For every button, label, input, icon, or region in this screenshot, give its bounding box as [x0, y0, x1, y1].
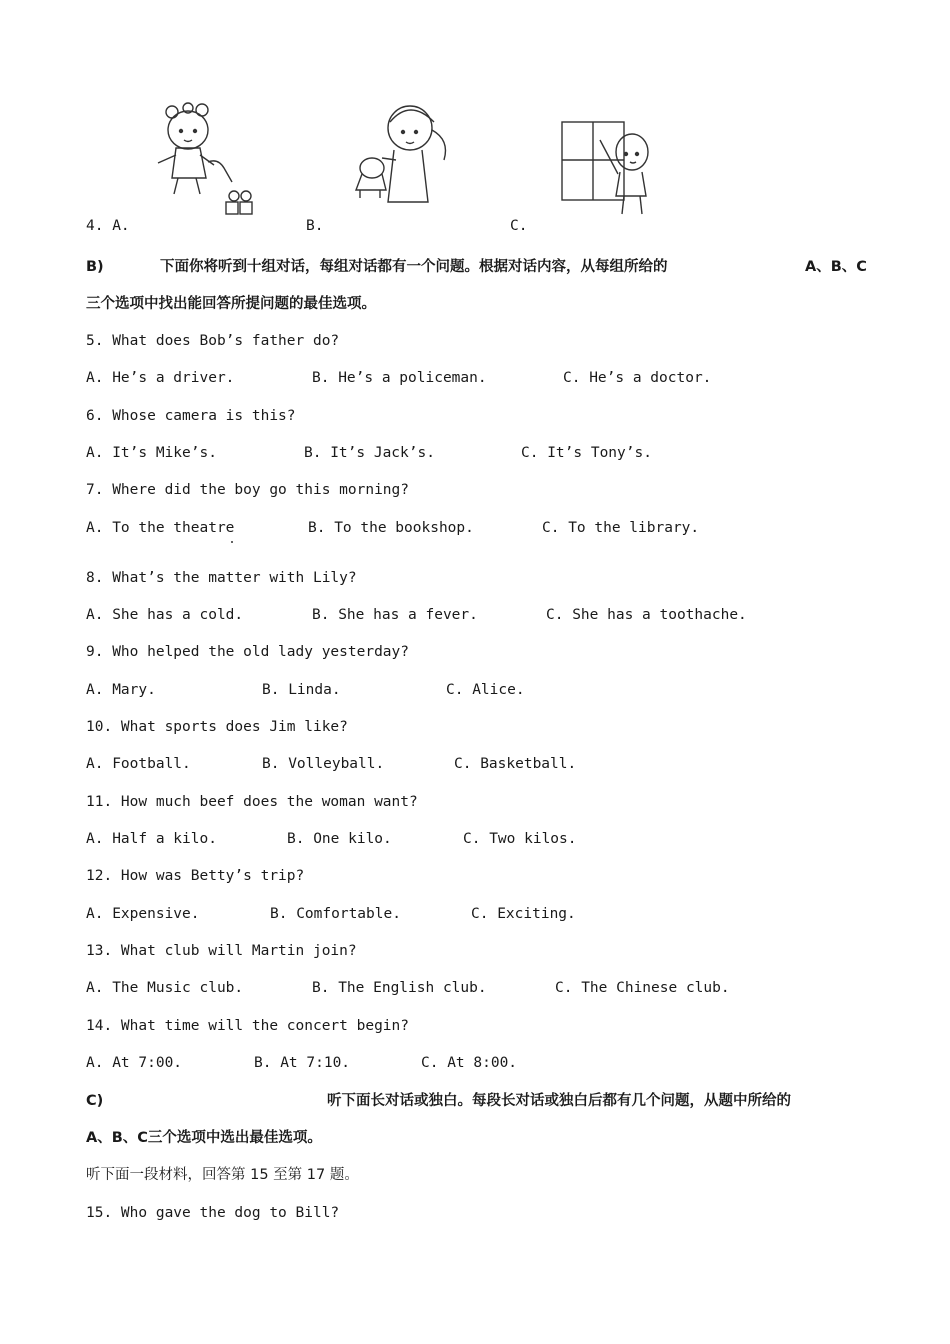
question-9-option-b: B. Linda.: [262, 682, 341, 698]
question-4-label: 4. A.: [86, 218, 130, 234]
question-5-option-b: B. He’s a policeman.: [312, 370, 487, 386]
girl-feeding-dog-picture: [350, 100, 460, 210]
section-b-instruction-2: 三个选项中找出能回答所提问题的最佳选项。: [86, 296, 376, 312]
question-10: 10. What sports does Jim like?: [86, 719, 348, 735]
question-7: 7. Where did the boy go this morning?: [86, 482, 410, 498]
question-6-option-b: B. It’s Jack’s.: [304, 445, 435, 461]
question-8-option-b: B. She has a fever.: [312, 607, 478, 623]
section-c-label: C): [86, 1093, 104, 1109]
section-b-label: B): [86, 259, 104, 275]
question-9-option-c: C. Alice.: [446, 682, 525, 698]
section-c-material: 听下面一段材料，回答第 15 至第 17 题。: [86, 1167, 359, 1183]
question-7-option-b: B. To the bookshop.: [308, 520, 474, 536]
girl-watering-flowers-picture: [150, 100, 260, 218]
question-11-option-b: B. One kilo.: [287, 831, 392, 847]
question-11: 11. How much beef does the woman want?: [86, 794, 418, 810]
question-10-option-b: B. Volleyball.: [262, 756, 385, 772]
section-c-instruction-2: A、B、C三个选项中选出最佳选项。: [86, 1130, 322, 1146]
question-12: 12. How was Betty’s trip?: [86, 868, 305, 884]
question-10-option-c: C. Basketball.: [454, 756, 577, 772]
question-8-option-c: C. She has a toothache.: [546, 607, 747, 623]
question-12-option-c: C. Exciting.: [471, 906, 576, 922]
question-14-option-a: A. At 7:00.: [86, 1055, 183, 1071]
question-9: 9. Who helped the old lady yesterday?: [86, 644, 410, 660]
question-5-option-a: A. He’s a driver.: [86, 370, 235, 386]
question-4-option-c: C.: [510, 218, 528, 234]
question-14: 14. What time will the concert begin?: [86, 1018, 410, 1034]
question-13-option-b: B. The English club.: [312, 980, 487, 996]
question-6: 6. Whose camera is this?: [86, 408, 296, 424]
question-6-option-a: A. It’s Mike’s.: [86, 445, 217, 461]
question-6-option-c: C. It’s Tony’s.: [521, 445, 652, 461]
question-8-option-a: A. She has a cold.: [86, 607, 244, 623]
question-7-option-a: A. To the theatre: [86, 520, 235, 536]
question-11-option-c: C. Two kilos.: [463, 831, 577, 847]
question-14-option-c: C. At 8:00.: [421, 1055, 518, 1071]
question-5-option-c: C. He’s a doctor.: [563, 370, 712, 386]
question-11-option-a: A. Half a kilo.: [86, 831, 217, 847]
section-b-instruction: 下面你将听到十组对话，每组对话都有一个问题。根据对话内容，从每组所给的: [160, 259, 668, 275]
question-12-option-a: A. Expensive.: [86, 906, 200, 922]
question-8: 8. What’s the matter with Lily?: [86, 570, 357, 586]
section-c-instruction: 听下面长对话或独白。每段长对话或独白后都有几个问题，从题中所给的: [327, 1093, 791, 1109]
question-12-option-b: B. Comfortable.: [270, 906, 401, 922]
question-13-option-a: A. The Music club.: [86, 980, 244, 996]
stray-dot: [231, 541, 233, 543]
question-5: 5. What does Bob’s father do?: [86, 333, 340, 349]
girl-cleaning-window-picture: [560, 120, 652, 218]
question-10-option-a: A. Football.: [86, 756, 191, 772]
question-13-option-c: C. The Chinese club.: [555, 980, 730, 996]
question-14-option-b: B. At 7:10.: [254, 1055, 351, 1071]
question-4-option-b: B.: [306, 218, 324, 234]
section-b-abc: A、B、C: [805, 259, 867, 275]
question-13: 13. What club will Martin join?: [86, 943, 357, 959]
question-9-option-a: A. Mary.: [86, 682, 156, 698]
question-15: 15. Who gave the dog to Bill?: [86, 1205, 340, 1221]
question-7-option-c: C. To the library.: [542, 520, 700, 536]
